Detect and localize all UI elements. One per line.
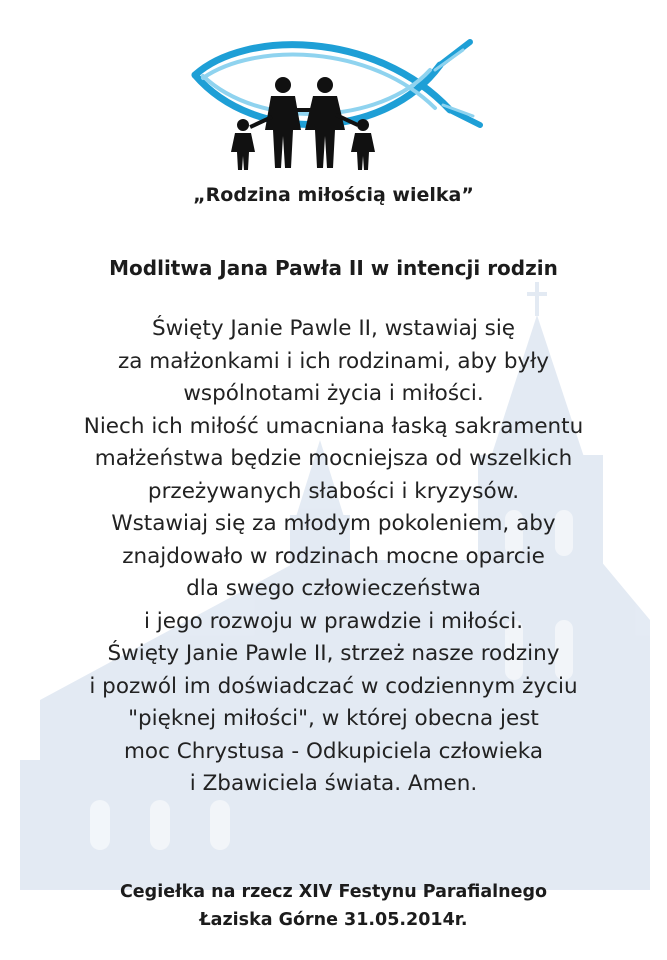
prayer-line: przeżywanych słabości i kryzysów. (147, 478, 520, 504)
prayer-line: wspólnotami życia i miłości. (183, 381, 484, 406)
prayer-line: "pięknej miłości", w której obecna jest (128, 706, 539, 731)
footer-line-2: Łaziska Górne 31.05.2014r. (199, 910, 468, 930)
motto: „Rodzina miłością wielka” (193, 184, 474, 206)
prayer-line: i pozwól im doświadczać w codziennym życiu (89, 673, 578, 699)
prayer-line: Święty Janie Pawle II, strzeż nasze rodziny (107, 641, 560, 666)
prayer-line: Święty Janie Pawle II, wstawiaj się (151, 316, 516, 341)
prayer-line: małżeństwa będzie mocniejsza od wszelkich (94, 446, 573, 471)
fish-family-logo-icon (185, 30, 485, 175)
footer (0, 878, 667, 934)
prayer-line: i jego rozwoju w prawdzie i miłości. (143, 608, 524, 634)
prayer-line: i Zbawiciela świata. Amen. (189, 771, 478, 796)
footer-line-1: Cegiełka na rzecz XIV Festynu Parafialnego (119, 882, 548, 902)
prayer-text (0, 313, 667, 801)
prayer-line: za małżonkami i ich rodzinami, aby były (117, 348, 550, 374)
prayer-line: Niech ich miłość umacniana łaską sakramentu (83, 413, 584, 439)
prayer-line: znajdowało w rodzinach mocne oparcie (122, 543, 545, 569)
prayer-line: moc Chrystusa - Odkupiciela człowieka (123, 738, 544, 764)
prayer-line: Wstawiaj się za młodym pokoleniem, aby (111, 511, 556, 536)
prayer-title: Modlitwa Jana Pawła II w intencji rodzin (109, 256, 558, 280)
prayer-line: dla swego człowieczeństwa (186, 576, 481, 601)
